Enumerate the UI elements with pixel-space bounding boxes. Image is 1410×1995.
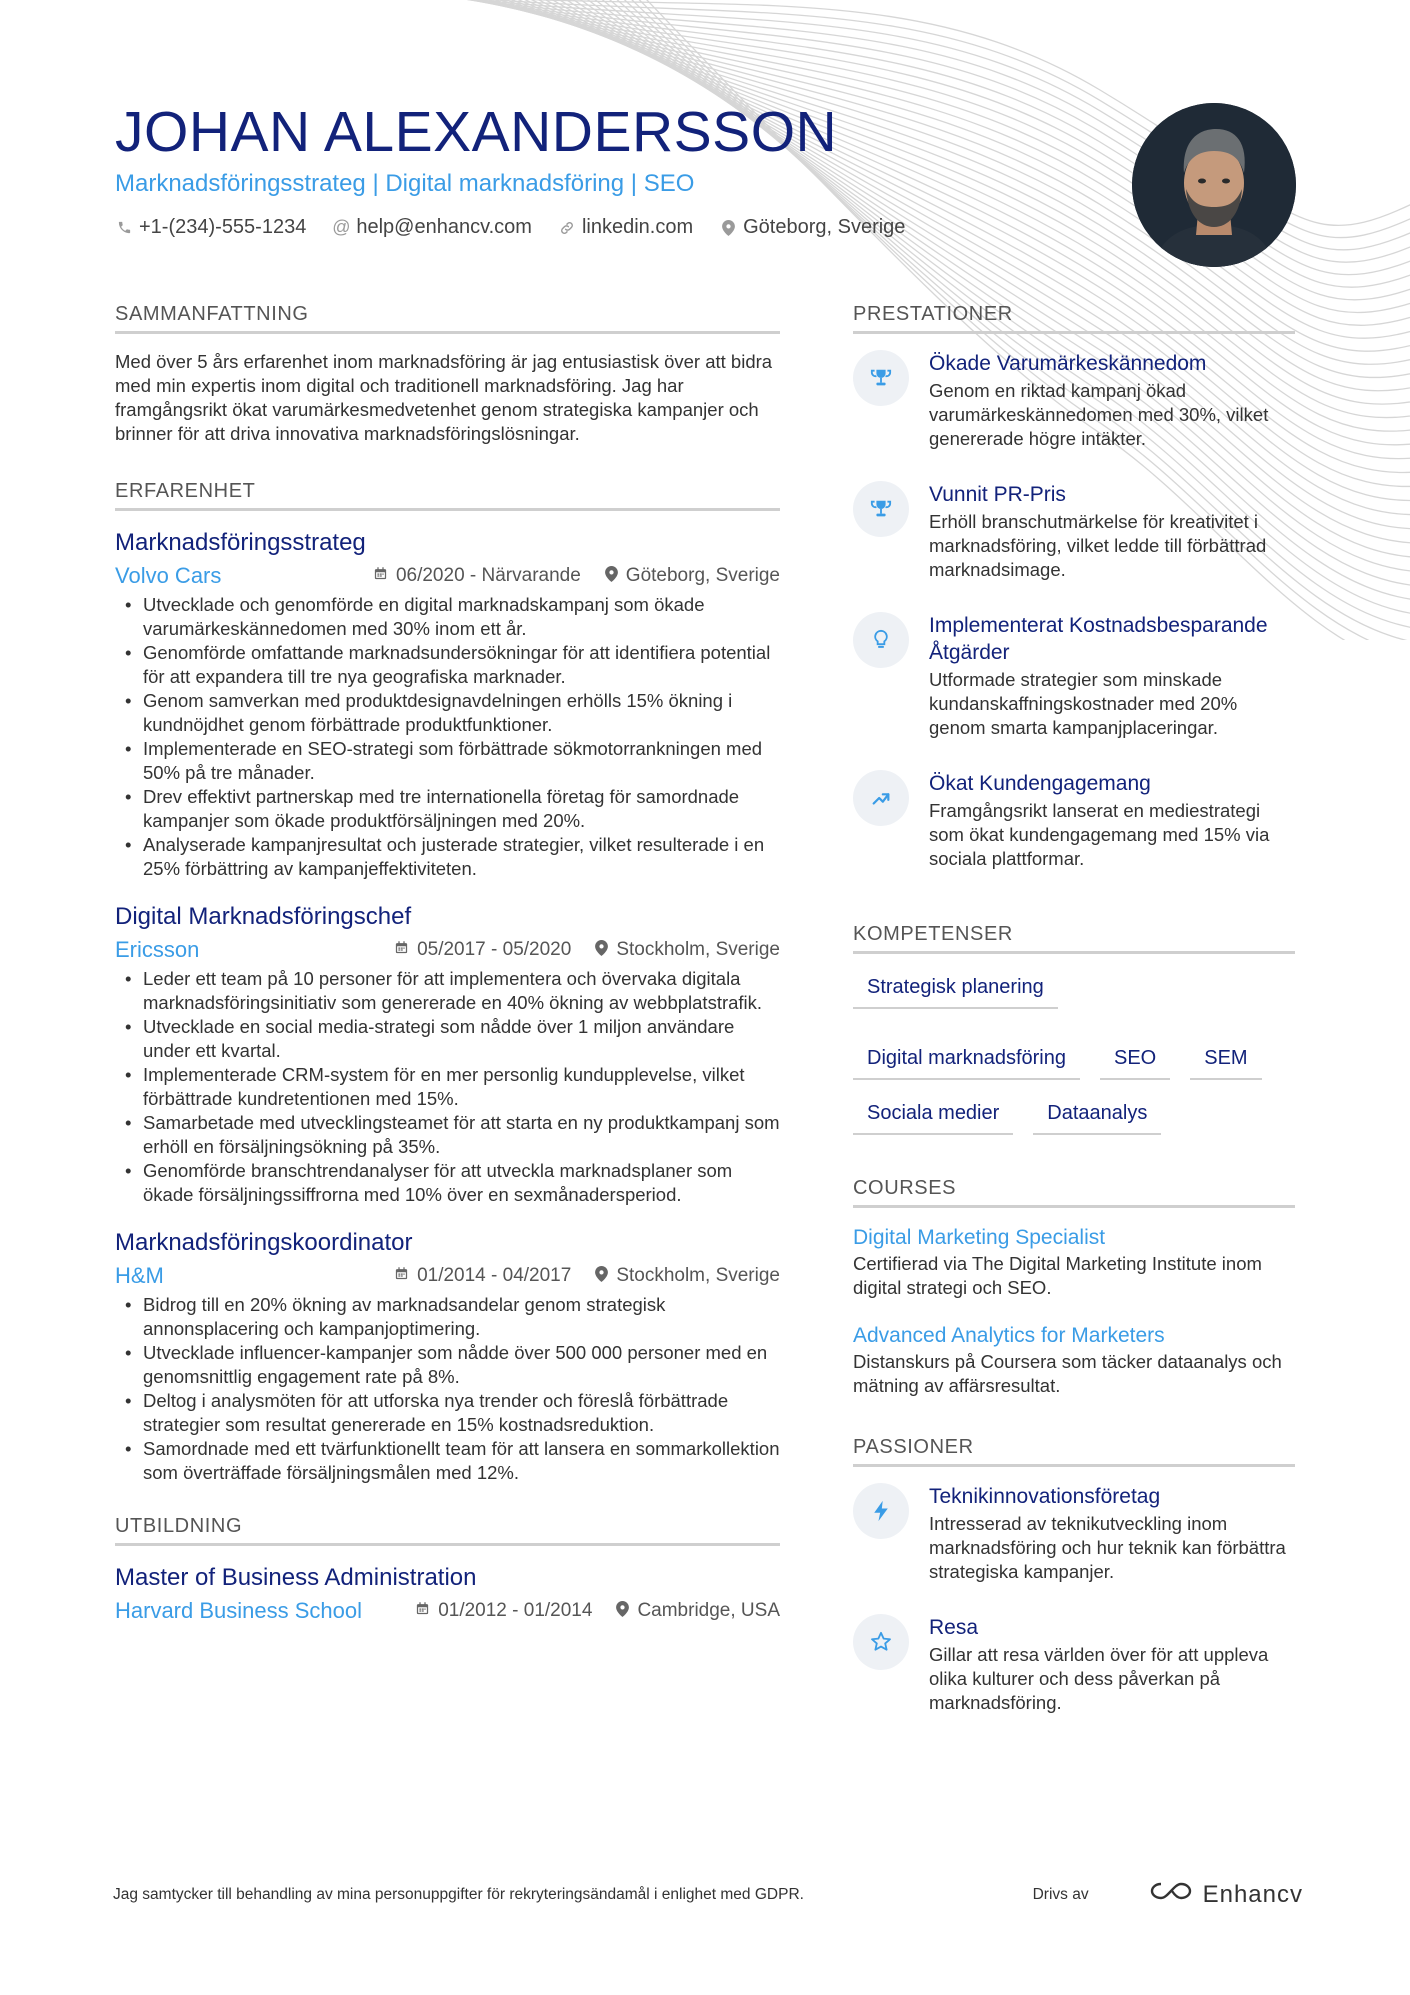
location-pin-icon [605,566,618,587]
left-column [115,303,780,1660]
job-bullet: • Utvecklade influencer-kampanjer som nådde över 500 000 personer med en genomsnittlig engagement rate på 8%. [115,1341,780,1389]
job-bullet: • Genomförde omfattande marknadsundersökningar för att identifiera potential för att expandera till tre nya geografiska marknader. [115,641,780,689]
job-bullet: • Samordnade med ett tvärfunktionellt team för att lansera en sommarkollektion som överträffade försäljningsmålen med 12%. [115,1437,780,1485]
candidate-headline: Marknadsföringsstrateg | Digital marknadsföring | SEO [115,170,695,197]
company-name: Ericsson [115,937,200,962]
job-entry [115,901,780,1207]
contact-phone[interactable] [115,216,306,239]
course-item [853,1224,1295,1300]
job-location [595,939,780,961]
job-bullet: • Samarbetade med utvecklingsteamet för att starta en ny produktkampanj som erhöll en försäljningsökning på 35%. [115,1111,780,1159]
course-title: Advanced Analytics for Marketers [853,1324,1165,1347]
passions-heading: PASSIONER [853,1436,1295,1467]
summary-section [115,303,780,446]
education-section [115,1515,780,1626]
passions-section [853,1436,1295,1715]
link-icon [558,220,576,236]
course-title: Digital Marketing Specialist [853,1226,1106,1249]
job-bullet: • Drev effektivt partnerskap med tre internationella företag för samordnade kampanjer som ökade produktförsäljningen med 20%. [115,785,780,833]
achievements-heading: PRESTATIONER [853,303,1295,334]
infinity-logo-icon [1149,1880,1193,1909]
job-location-text: Göteborg, Sverige [625,565,780,586]
job-entry [115,1227,780,1485]
lightbulb-icon [853,612,909,668]
profile-photo [1132,103,1296,267]
calendar-icon [394,1266,409,1286]
star-icon [853,1614,909,1670]
achievement-item [853,612,1295,740]
skill-tag: Strategisk planering [853,970,1058,1009]
degree-title: Master of Business Administration [115,1564,477,1591]
page-footer [113,1880,1303,1909]
right-column [853,303,1295,1749]
calendar-icon [415,1601,430,1621]
passion-item [853,1614,1295,1715]
location-text: Göteborg, Sverige [743,216,906,238]
job-bullet: • Implementerade CRM-system för en mer personlig kundupplevelse, vilket förbättrade kundretentionen med 15%. [115,1063,780,1111]
job-location [605,565,780,587]
achievement-title: Implementerat Kostnadsbesparande Åtgärder [929,614,1268,664]
job-meta [115,935,780,965]
education-dates-text: 01/2012 - 01/2014 [438,1600,593,1621]
job-bullet: • Leder ett team på 10 personer för att implementera och övervaka digitala marknadsföringsinitiativ som genererade en 40% ökning av webbplatstrafik. [115,967,780,1015]
courses-section [853,1177,1295,1398]
experience-section [115,480,780,1485]
brand-name: Enhancv [1202,1880,1303,1908]
enhancv-logo[interactable] [1149,1880,1303,1909]
contact-info [115,216,1095,239]
job-bullet: • Utvecklade och genomförde en digital marknadskampanj som ökade varumärkeskännedomen med 30% inom ett år. [115,593,780,641]
courses-heading: COURSES [853,1177,1295,1208]
skill-tag: Sociala medier [853,1096,1013,1135]
achievement-desc: Genom en riktad kampanj ökad varumärkeskännedomen med 30%, vilket genererade högre intäkter. [929,380,1269,449]
job-bullet: • Bidrog till en 20% ökning av marknadsandelar genom strategisk annonsplacering och kampanjoptimering. [115,1293,780,1341]
job-bullets [115,1293,780,1485]
job-dates-text: 06/2020 - Närvarande [395,565,581,586]
job-location-text: Stockholm, Sverige [616,939,780,960]
course-desc: Certifierad via The Digital Marketing Institute inom digital strategi och SEO. [853,1253,1262,1298]
job-dates [394,939,571,961]
achievements-section [853,303,1295,871]
achievement-title: Ökat Kundengagemang [929,772,1151,795]
passion-desc: Gillar att resa världen över för att uppleva olika kulturer och dess påverkan på marknadsföring. [929,1644,1269,1713]
achievement-item [853,481,1295,582]
contact-location [719,216,905,239]
gdpr-consent-text: Jag samtycker till behandling av mina personuppgifter för rekryteringsändamål i enlighet med GDPR. [113,1885,804,1903]
skills-section [853,923,1295,1135]
job-dates [394,1265,571,1287]
calendar-icon [394,940,409,960]
education-location [616,1600,780,1622]
resume-header [115,100,1095,239]
job-dates-text: 01/2014 - 04/2017 [417,1265,572,1286]
phone-icon [115,220,133,235]
job-dates-text: 05/2017 - 05/2020 [417,939,572,960]
linkedin-text: linkedin.com [581,216,694,238]
job-bullet: • Utvecklade en social media-strategi som nådde över 1 miljon användare under ett kvartal. [115,1015,780,1063]
summary-text: Med över 5 års erfarenhet inom marknadsföring är jag entusiastisk över att bidra med min expertis inom digital och traditionell marknadsföring. Jag har framgångsrikt ökat varumärkesmedvetenhet genom strategiska kampanjer och brinner för att driva innovativa marknadsföringslösningar. [115,351,773,444]
company-name: Volvo Cars [115,563,222,588]
email-text: help@enhancv.com [356,216,532,238]
job-bullet: • Deltog i analysmöten för att utforska nya trender och föreslå förbättrade strategier som resultat genererade en 15% kostnadsreduktion. [115,1389,780,1437]
course-item [853,1322,1295,1398]
job-bullets [115,593,780,881]
job-bullet: • Analyserade kampanjresultat och justerade strategier, vilket resulterade i en 25% förbättring av kampanjeffektiviteten. [115,833,780,881]
skill-tag: Dataanalys [1033,1096,1161,1135]
lightning-icon [853,1483,909,1539]
skill-tag: SEO [1100,1041,1170,1080]
location-pin-icon [595,940,608,961]
passion-title: Resa [929,1616,979,1639]
skill-tag: Digital marknadsföring [853,1041,1080,1080]
calendar-icon [373,566,388,586]
passion-desc: Intresserad av teknikutveckling inom marknadsföring och hur teknik kan förbättra strategiska kampanjer. [929,1513,1286,1582]
phone-text: +1-(234)-555-1234 [139,216,307,238]
education-dates [415,1600,592,1622]
skill-tag: SEM [1190,1041,1261,1080]
achievement-item [853,350,1295,451]
job-meta [115,561,780,591]
trend-arrow-icon [853,770,909,826]
skills-list [853,970,1295,1135]
education-location-text: Cambridge, USA [637,1600,780,1621]
education-meta [115,1596,780,1626]
contact-email[interactable] [332,216,532,239]
trophy-icon [853,481,909,537]
job-title: Marknadsföringskoordinator [115,1229,413,1256]
job-bullet: • Genom samverkan med produktdesignavdelningen erhölls 15% ökning i kundnöjdhet genom förbättrade produktfunktioner. [115,689,780,737]
achievement-item [853,770,1295,871]
location-pin-icon [719,220,737,236]
job-title: Marknadsföringsstrateg [115,529,366,556]
job-entry [115,527,780,881]
passion-item [853,1483,1295,1584]
job-bullet: • Genomförde branschtrendanalyser för att utveckla marknadsplaner som ökade försäljningssiffrorna med 10% över en sexmånadersperiod. [115,1159,780,1207]
achievement-title: Vunnit PR-Pris [929,483,1066,506]
job-location-text: Stockholm, Sverige [616,1265,780,1286]
job-meta [115,1261,780,1291]
skills-heading: KOMPETENSER [853,923,1295,954]
at-icon: @ [332,217,351,237]
candidate-name: JOHAN ALEXANDERSSON [115,100,838,164]
job-dates [373,565,581,587]
summary-heading: SAMMANFATTNING [115,303,780,334]
job-bullet: • Implementerade en SEO-strategi som förbättrade sökmotorrankningen med 50% på tre månader. [115,737,780,785]
education-heading: UTBILDNING [115,1515,780,1546]
location-pin-icon [616,1601,629,1622]
contact-linkedin[interactable] [558,216,693,239]
location-pin-icon [595,1266,608,1287]
job-title: Digital Marknadsföringschef [115,903,412,930]
achievement-desc: Utformade strategier som minskade kundanskaffningskostnader med 20% genom smarta kampanjplaceringar. [929,669,1238,738]
company-name: H&M [115,1263,164,1288]
course-desc: Distanskurs på Coursera som täcker dataanalys och mätning av affärsresultat. [853,1351,1282,1396]
experience-heading: ERFARENHET [115,480,780,511]
school-name: Harvard Business School [115,1598,363,1623]
trophy-icon [853,350,909,406]
job-location [595,1265,780,1287]
achievement-desc: Erhöll branschutmärkelse för kreativitet i marknadsföring, vilket ledde till förbättrad marknadsimage. [929,511,1267,580]
achievement-title: Ökade Varumärkeskännedom [929,352,1207,375]
achievement-desc: Framgångsrikt lanserat en mediestrategi som ökat kundengagemang med 15% via sociala plattformar. [929,800,1270,869]
passion-title: Teknikinnovationsföretag [929,1485,1161,1508]
powered-by-label: Drivs av [1032,1885,1089,1903]
job-bullets [115,967,780,1207]
